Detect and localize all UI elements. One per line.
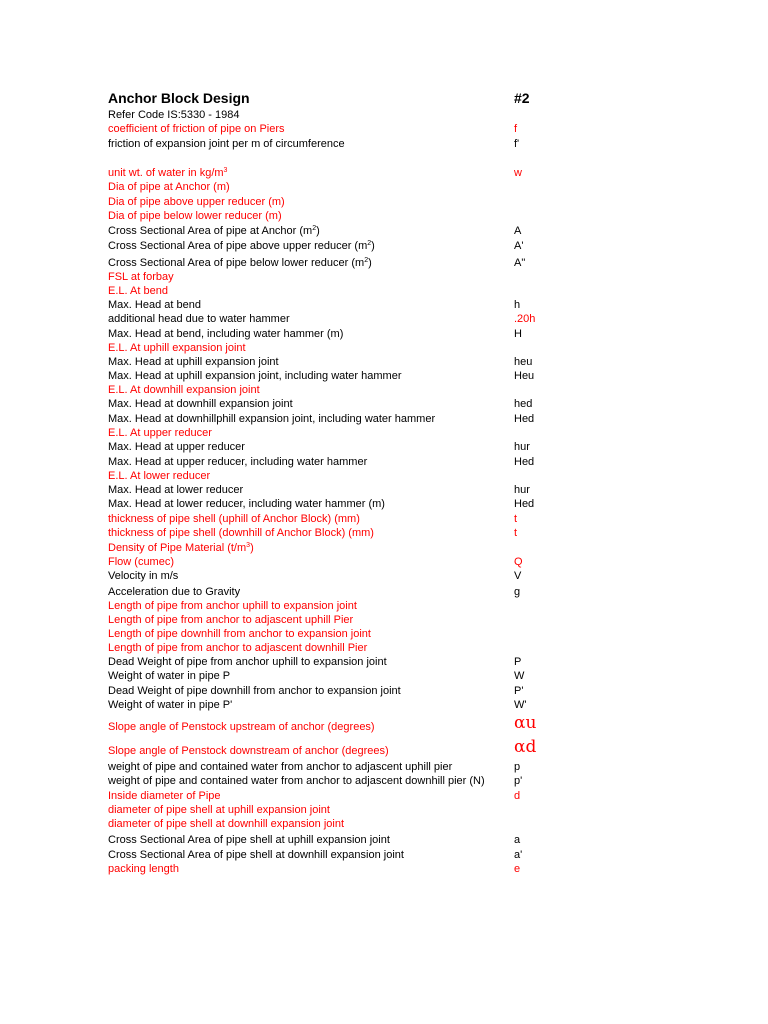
parameter-row	[0, 455, 768, 469]
parameter-row	[0, 239, 768, 253]
parameter-label: Max. Head at uphill expansion joint, including water hammer	[108, 370, 402, 382]
parameter-symbol: A'	[514, 240, 524, 252]
parameter-row	[0, 497, 768, 511]
parameter-label: Inside diameter of Pipe	[108, 790, 221, 802]
parameter-symbol: Hed	[514, 456, 535, 468]
parameter-symbol: P	[514, 656, 522, 668]
parameter-row	[0, 195, 768, 209]
parameter-row	[0, 585, 768, 599]
parameter-label: Cross Sectional Area of pipe shell at uphill expansion joint	[108, 834, 390, 846]
parameter-label: Length of pipe from anchor to adjascent downhill Pier	[108, 642, 368, 654]
parameter-symbol: W	[514, 670, 525, 682]
parameter-row	[0, 526, 768, 540]
parameter-symbol: αu	[514, 713, 537, 733]
parameter-label: Cross Sectional Area of pipe at Anchor $(m^2)$	[108, 225, 320, 237]
parameter-label: coefficient of friction of pipe on Piers	[108, 123, 285, 135]
parameter-label: friction of expansion joint per m of circumference	[108, 138, 345, 150]
parameter-symbol: A	[514, 225, 522, 237]
parameter-label: Max. Head at bend	[108, 299, 201, 311]
parameter-row	[0, 760, 768, 774]
parameter-row	[0, 426, 768, 440]
parameter-label: E.L. At downhill expansion joint	[108, 384, 260, 396]
parameter-label: Dia of pipe above upper reducer (m)	[108, 196, 285, 208]
parameter-symbol: a'	[514, 849, 523, 861]
parameter-label: Length of pipe from anchor uphill to expansion joint	[108, 600, 357, 612]
parameter-row	[0, 383, 768, 397]
parameter-row	[0, 555, 768, 569]
parameter-label: E.L. At uphill expansion joint	[108, 342, 246, 354]
parameter-symbol: Hed	[514, 413, 535, 425]
parameter-row	[0, 166, 768, 180]
parameter-label: Cross Sectional Area of pipe below lower reducer $(m^2)$	[108, 257, 372, 269]
parameter-symbol: a	[514, 834, 521, 846]
parameter-symbol: hed	[514, 398, 533, 410]
parameter-row	[0, 833, 768, 847]
parameter-label: Length of pipe downhill from anchor to expansion joint	[108, 628, 371, 640]
parameter-symbol: V	[514, 570, 522, 582]
parameter-row	[0, 698, 768, 712]
parameter-row	[0, 369, 768, 383]
parameter-label: additional head due to water hammer	[108, 313, 290, 325]
parameter-symbol: h	[514, 299, 521, 311]
parameter-row	[0, 270, 768, 284]
parameter-symbol: t	[514, 527, 518, 539]
parameter-label: Cross Sectional Area of pipe shell at downhill expansion joint	[108, 849, 404, 861]
parameter-row	[0, 684, 768, 698]
parameter-label: diameter of pipe shell at downhill expansion joint	[108, 818, 345, 830]
parameter-label: Max. Head at bend, including water hammer (m)	[108, 328, 344, 340]
parameter-symbol: p'	[514, 775, 523, 787]
parameter-row	[0, 108, 768, 122]
parameter-row	[0, 613, 768, 627]
parameter-label: Max. Head at upper reducer	[108, 441, 245, 453]
parameter-row	[0, 655, 768, 669]
parameter-label: Acceleration due to Gravity	[108, 586, 241, 598]
parameter-label: packing length	[108, 863, 179, 875]
parameter-row	[0, 209, 768, 223]
parameter-label: Dia of pipe below lower reducer (m)	[108, 210, 282, 222]
parameter-row	[0, 327, 768, 341]
parameter-symbol: w	[514, 167, 522, 179]
parameter-row	[0, 641, 768, 655]
parameter-symbol: hur	[514, 441, 530, 453]
parameter-label: Weight of water in pipe P'	[108, 699, 233, 711]
parameter-symbol: Heu	[514, 370, 535, 382]
parameter-label: Dia of pipe at Anchor (m)	[108, 181, 230, 193]
parameter-symbol: e	[514, 863, 521, 875]
parameter-label: Refer Code IS:5330 - 1984	[108, 109, 240, 121]
parameter-label: thickness of pipe shell (uphill of Anchor Block) (mm)	[108, 513, 360, 525]
parameter-label: unit wt. of water in $kg/m^3$	[108, 167, 228, 179]
parameter-symbol: Hed	[514, 498, 535, 510]
parameter-label: Dead Weight of pipe downhill from anchor to expansion joint	[108, 685, 401, 697]
parameter-row	[0, 713, 768, 734]
parameter-row	[0, 541, 768, 555]
parameter-label: Max. Head at downhillphill expansion joint, including water hammer	[108, 413, 436, 425]
parameter-label: Max. Head at uphill expansion joint	[108, 356, 279, 368]
parameter-symbol: H	[514, 328, 522, 340]
parameter-symbol: A"	[514, 257, 526, 269]
parameter-symbol: t	[514, 513, 518, 525]
parameter-row	[0, 803, 768, 817]
parameter-row	[0, 789, 768, 803]
parameter-label: Max. Head at downhill expansion joint	[108, 398, 293, 410]
parameter-symbol: .20h	[514, 313, 536, 325]
parameter-row	[0, 397, 768, 411]
parameter-row	[0, 483, 768, 497]
parameter-label: Length of pipe from anchor to adjascent uphill Pier	[108, 614, 354, 626]
parameter-label: E.L. At bend	[108, 285, 168, 297]
parameter-label: Slope angle of Penstock downstream of anchor (degrees)	[108, 745, 389, 757]
parameter-row	[0, 817, 768, 831]
parameter-symbol: W'	[514, 699, 527, 711]
parameter-label: Dead Weight of pipe from anchor uphill to expansion joint	[108, 656, 387, 668]
parameter-row	[0, 599, 768, 613]
parameter-symbol: αd	[514, 737, 537, 757]
parameter-label: Density of Pipe Material $(t/m^3)$	[108, 542, 254, 554]
parameter-row	[0, 774, 768, 788]
parameter-row	[0, 355, 768, 369]
parameter-row	[0, 312, 768, 326]
parameter-label: E.L. At upper reducer	[108, 427, 212, 439]
parameter-symbol: g	[514, 586, 521, 598]
parameter-row	[0, 848, 768, 862]
parameter-label: weight of pipe and contained water from anchor to adjascent downhill pier (N)	[108, 775, 485, 787]
sheet-number: #2	[514, 90, 530, 106]
parameter-symbol: f	[514, 123, 518, 135]
parameter-label: Max. Head at upper reducer, including water hammer	[108, 456, 368, 468]
parameter-label: Weight of water in pipe P	[108, 670, 231, 682]
parameter-symbol: heu	[514, 356, 533, 368]
parameter-row	[0, 737, 768, 758]
parameter-label: FSL at forbay	[108, 271, 174, 283]
parameter-label: Cross Sectional Area of pipe above upper reducer $(m^2)$	[108, 240, 375, 252]
parameter-row	[0, 569, 768, 583]
parameter-label: diameter of pipe shell at uphill expansion joint	[108, 804, 330, 816]
parameter-row	[0, 669, 768, 683]
parameter-label: Max. Head at lower reducer	[108, 484, 244, 496]
parameter-symbol: Q	[514, 556, 523, 568]
parameter-symbol: P'	[514, 685, 524, 697]
parameter-row	[0, 862, 768, 876]
parameter-row	[0, 512, 768, 526]
parameter-row	[0, 298, 768, 312]
page-title: Anchor Block Design	[108, 90, 250, 106]
parameter-label: Velocity in m/s	[108, 570, 179, 582]
parameter-row	[0, 284, 768, 298]
parameter-row	[0, 469, 768, 483]
parameter-label: Slope angle of Penstock upstream of anchor (degrees)	[108, 721, 375, 733]
parameter-row	[0, 224, 768, 238]
parameter-row	[0, 341, 768, 355]
parameter-row	[0, 627, 768, 641]
parameter-row	[0, 440, 768, 454]
parameter-label: thickness of pipe shell (downhill of Anchor Block) (mm)	[108, 527, 374, 539]
parameter-label: weight of pipe and contained water from anchor to adjascent uphill pier	[108, 761, 453, 773]
parameter-row	[0, 180, 768, 194]
parameter-row	[0, 256, 768, 270]
parameter-row	[0, 122, 768, 136]
parameter-row	[0, 412, 768, 426]
parameter-label: E.L. At lower reducer	[108, 470, 211, 482]
parameter-row	[0, 137, 768, 151]
parameter-symbol: p	[514, 761, 521, 773]
parameter-label: Max. Head at lower reducer, including water hammer (m)	[108, 498, 385, 510]
parameter-symbol: hur	[514, 484, 530, 496]
parameter-label: Flow (cumec)	[108, 556, 175, 568]
parameter-symbol: d	[514, 790, 521, 802]
parameter-symbol: f'	[514, 138, 520, 150]
